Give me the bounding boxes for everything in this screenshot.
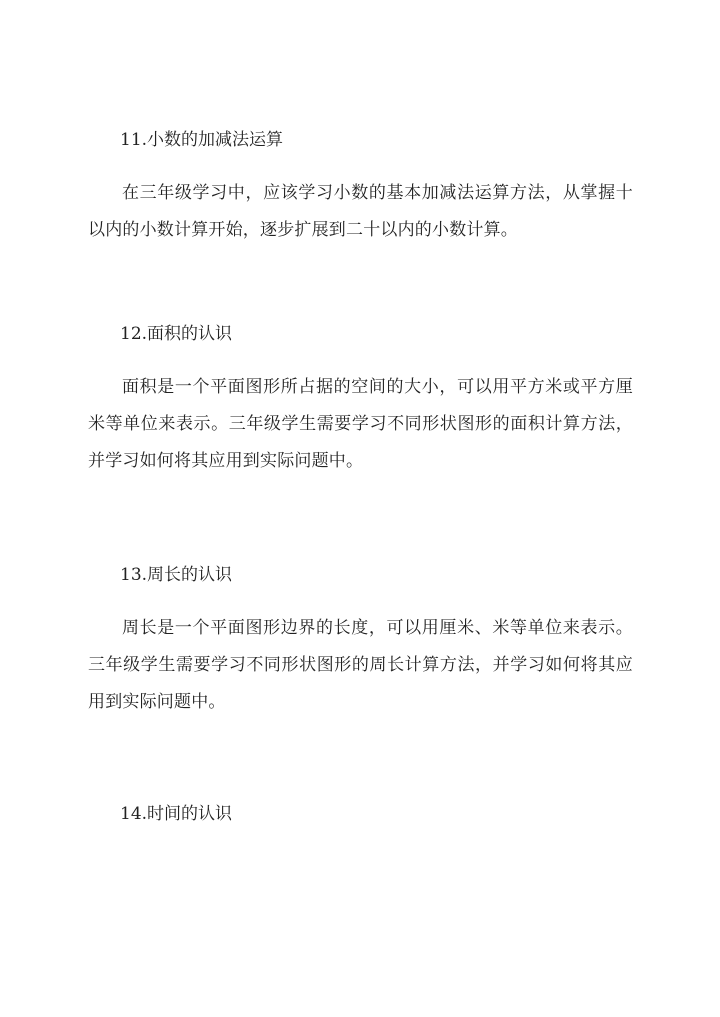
section-heading-14: 14.时间的认识 [120, 804, 233, 824]
section-heading-11: 11.小数的加减法运算 [120, 130, 284, 150]
section-body-11: 在三年级学习中，应该学习小数的基本加减法运算方法，从掌握十以内的小数计算开始，逐步扩展到二十以内的小数计算。 [88, 183, 633, 240]
section-heading-12: 12.面积的认识 [120, 324, 233, 344]
section-body-13: 周长是一个平面图形边界的长度，可以用厘米、米等单位来表示。三年级学生需要学习不同形状图形的周长计算方法，并学习如何将其应用到实际问题中。 [88, 618, 633, 712]
section-body-12: 面积是一个平面图形所占据的空间的大小，可以用平方米或平方厘米等单位来表示。三年级学生需要学习不同形状图形的面积计算方法，并学习如何将其应用到实际问题中。 [88, 377, 633, 471]
section-heading-13: 13.周长的认识 [120, 565, 233, 585]
